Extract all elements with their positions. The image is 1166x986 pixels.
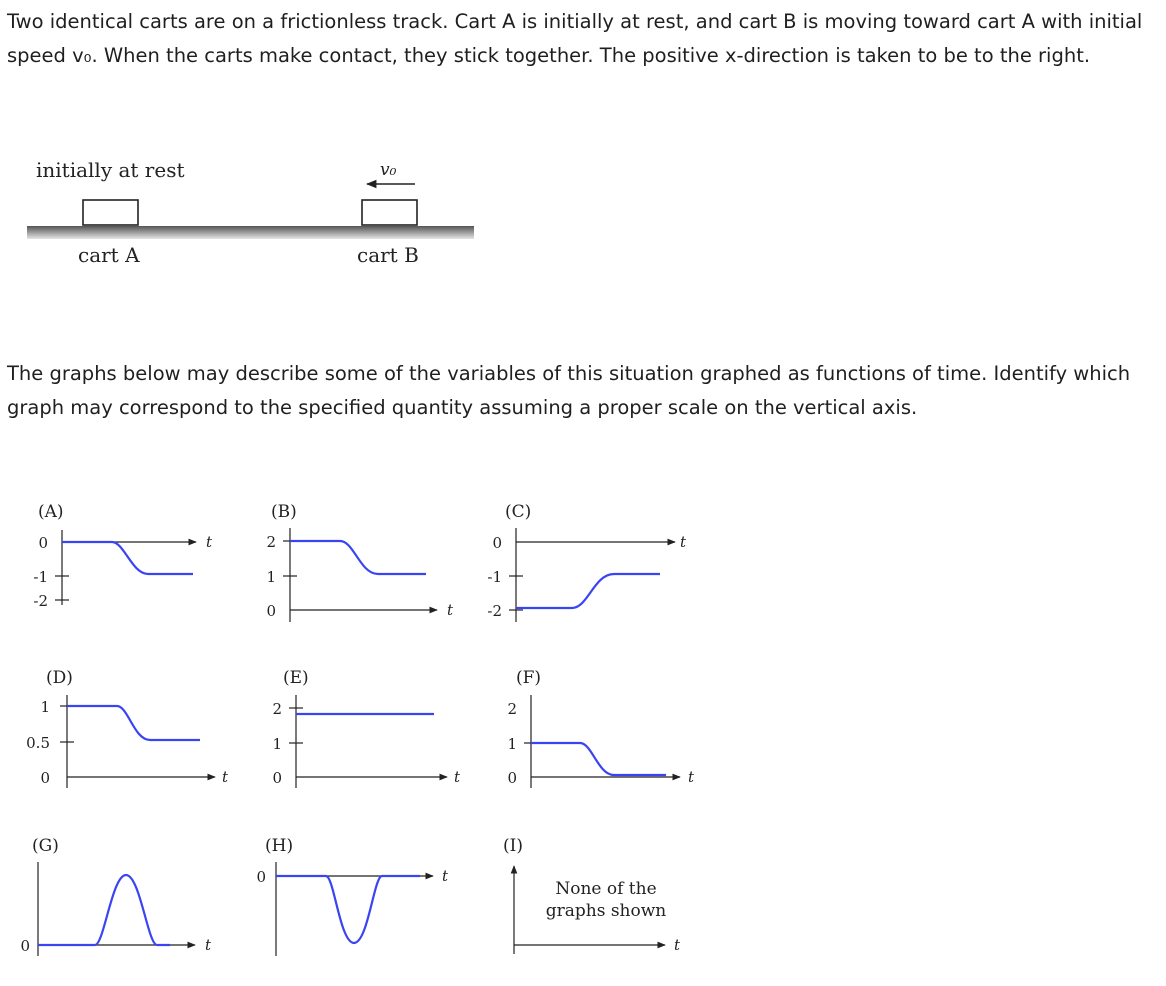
graph-i (503, 836, 681, 954)
graph-h (256, 836, 449, 956)
graph-b-label: (B) (271, 502, 297, 522)
graph-f (507, 668, 695, 788)
graph-a-tick-label: -2 (33, 592, 48, 610)
graph-c (487, 502, 687, 622)
graph-h-tick-label: 0 (256, 868, 266, 886)
graph-e-tick-label: 2 (272, 700, 282, 718)
graph-i-label: (I) (503, 836, 523, 856)
graph-f-label: (F) (516, 668, 542, 688)
graph-d-label: (D) (46, 668, 73, 688)
graph-c-label: (C) (505, 502, 532, 522)
graph-h-t-label: t (442, 867, 449, 885)
graph-f-tick-label: 0 (507, 769, 517, 787)
cart-diagram (27, 158, 474, 267)
graph-c-tick-label: 0 (492, 534, 502, 552)
graph-e-tick-label: 0 (272, 769, 282, 787)
graph-h-curve (276, 876, 420, 943)
graph-a-t-label: t (206, 533, 213, 551)
graph-g-tick-label: 0 (20, 937, 30, 955)
graph-d (26, 668, 229, 788)
graph-b-tick-label: 0 (266, 602, 276, 620)
graph-f-tick-label: 2 (507, 700, 517, 718)
velocity-label: v₀ (380, 160, 397, 180)
graph-e-label: (E) (283, 668, 309, 688)
graph-e-tick-label: 1 (272, 735, 282, 753)
graph-d-curve (67, 706, 200, 740)
graph-c-curve (516, 574, 660, 608)
graph-g (20, 836, 212, 956)
cart-a (83, 200, 138, 225)
graph-b-tick-label: 1 (266, 568, 276, 586)
cart-b (362, 200, 417, 225)
problem-intro: Two identical carts are on a frictionless track. Cart A is initially at rest, and cart B is moving toward cart A with initial speed v₀. When the carts make contact, they stick together. The positive x-direction is taken to be to the right. (7, 10, 1143, 67)
cart-a-label: cart A (78, 243, 140, 267)
graph-b-t-label: t (447, 601, 454, 619)
graph-d-tick-label: 1 (40, 698, 50, 716)
graph-e-t-label: t (454, 768, 461, 786)
graph-g-label: (G) (32, 836, 59, 856)
graph-d-t-label: t (222, 768, 229, 786)
graph-a-tick-label: 0 (38, 534, 48, 552)
graph-g-t-label: t (205, 936, 212, 954)
graph-f-tick-label: 1 (507, 735, 517, 753)
track (27, 226, 474, 239)
graph-f-t-label: t (688, 768, 695, 786)
cart-b-label: cart B (357, 243, 419, 267)
graph-e (272, 668, 461, 788)
graph-h-label: (H) (265, 836, 294, 856)
graph-b (266, 502, 454, 622)
graph-d-tick-label: 0.5 (26, 734, 50, 752)
graph-a (33, 502, 213, 610)
graph-a-label: (A) (38, 502, 64, 522)
graph-c-tick-label: -2 (487, 602, 502, 620)
graph-f-curve (531, 743, 666, 775)
graph-c-tick-label: -1 (487, 568, 502, 586)
graph-a-curve (62, 542, 193, 574)
graph-b-tick-label: 2 (266, 533, 276, 551)
graph-i-note-line-1: None of the (555, 879, 657, 899)
graph-a-tick-label: -1 (33, 568, 48, 586)
problem-question: The graphs below may describe some of the variables of this situation graphed as functions of time. Identify which graph may correspond to the specified quantity assuming a proper scale on the vertical axis. (7, 362, 1131, 419)
graph-b-curve (290, 541, 426, 574)
graph-c-t-label: t (680, 533, 687, 551)
graph-d-tick-label: 0 (40, 769, 50, 787)
graph-g-curve (38, 875, 170, 945)
rest-label: initially at rest (36, 158, 185, 182)
graph-i-t-label: t (674, 936, 681, 954)
graph-i-note-line-2: graphs shown (545, 901, 667, 921)
